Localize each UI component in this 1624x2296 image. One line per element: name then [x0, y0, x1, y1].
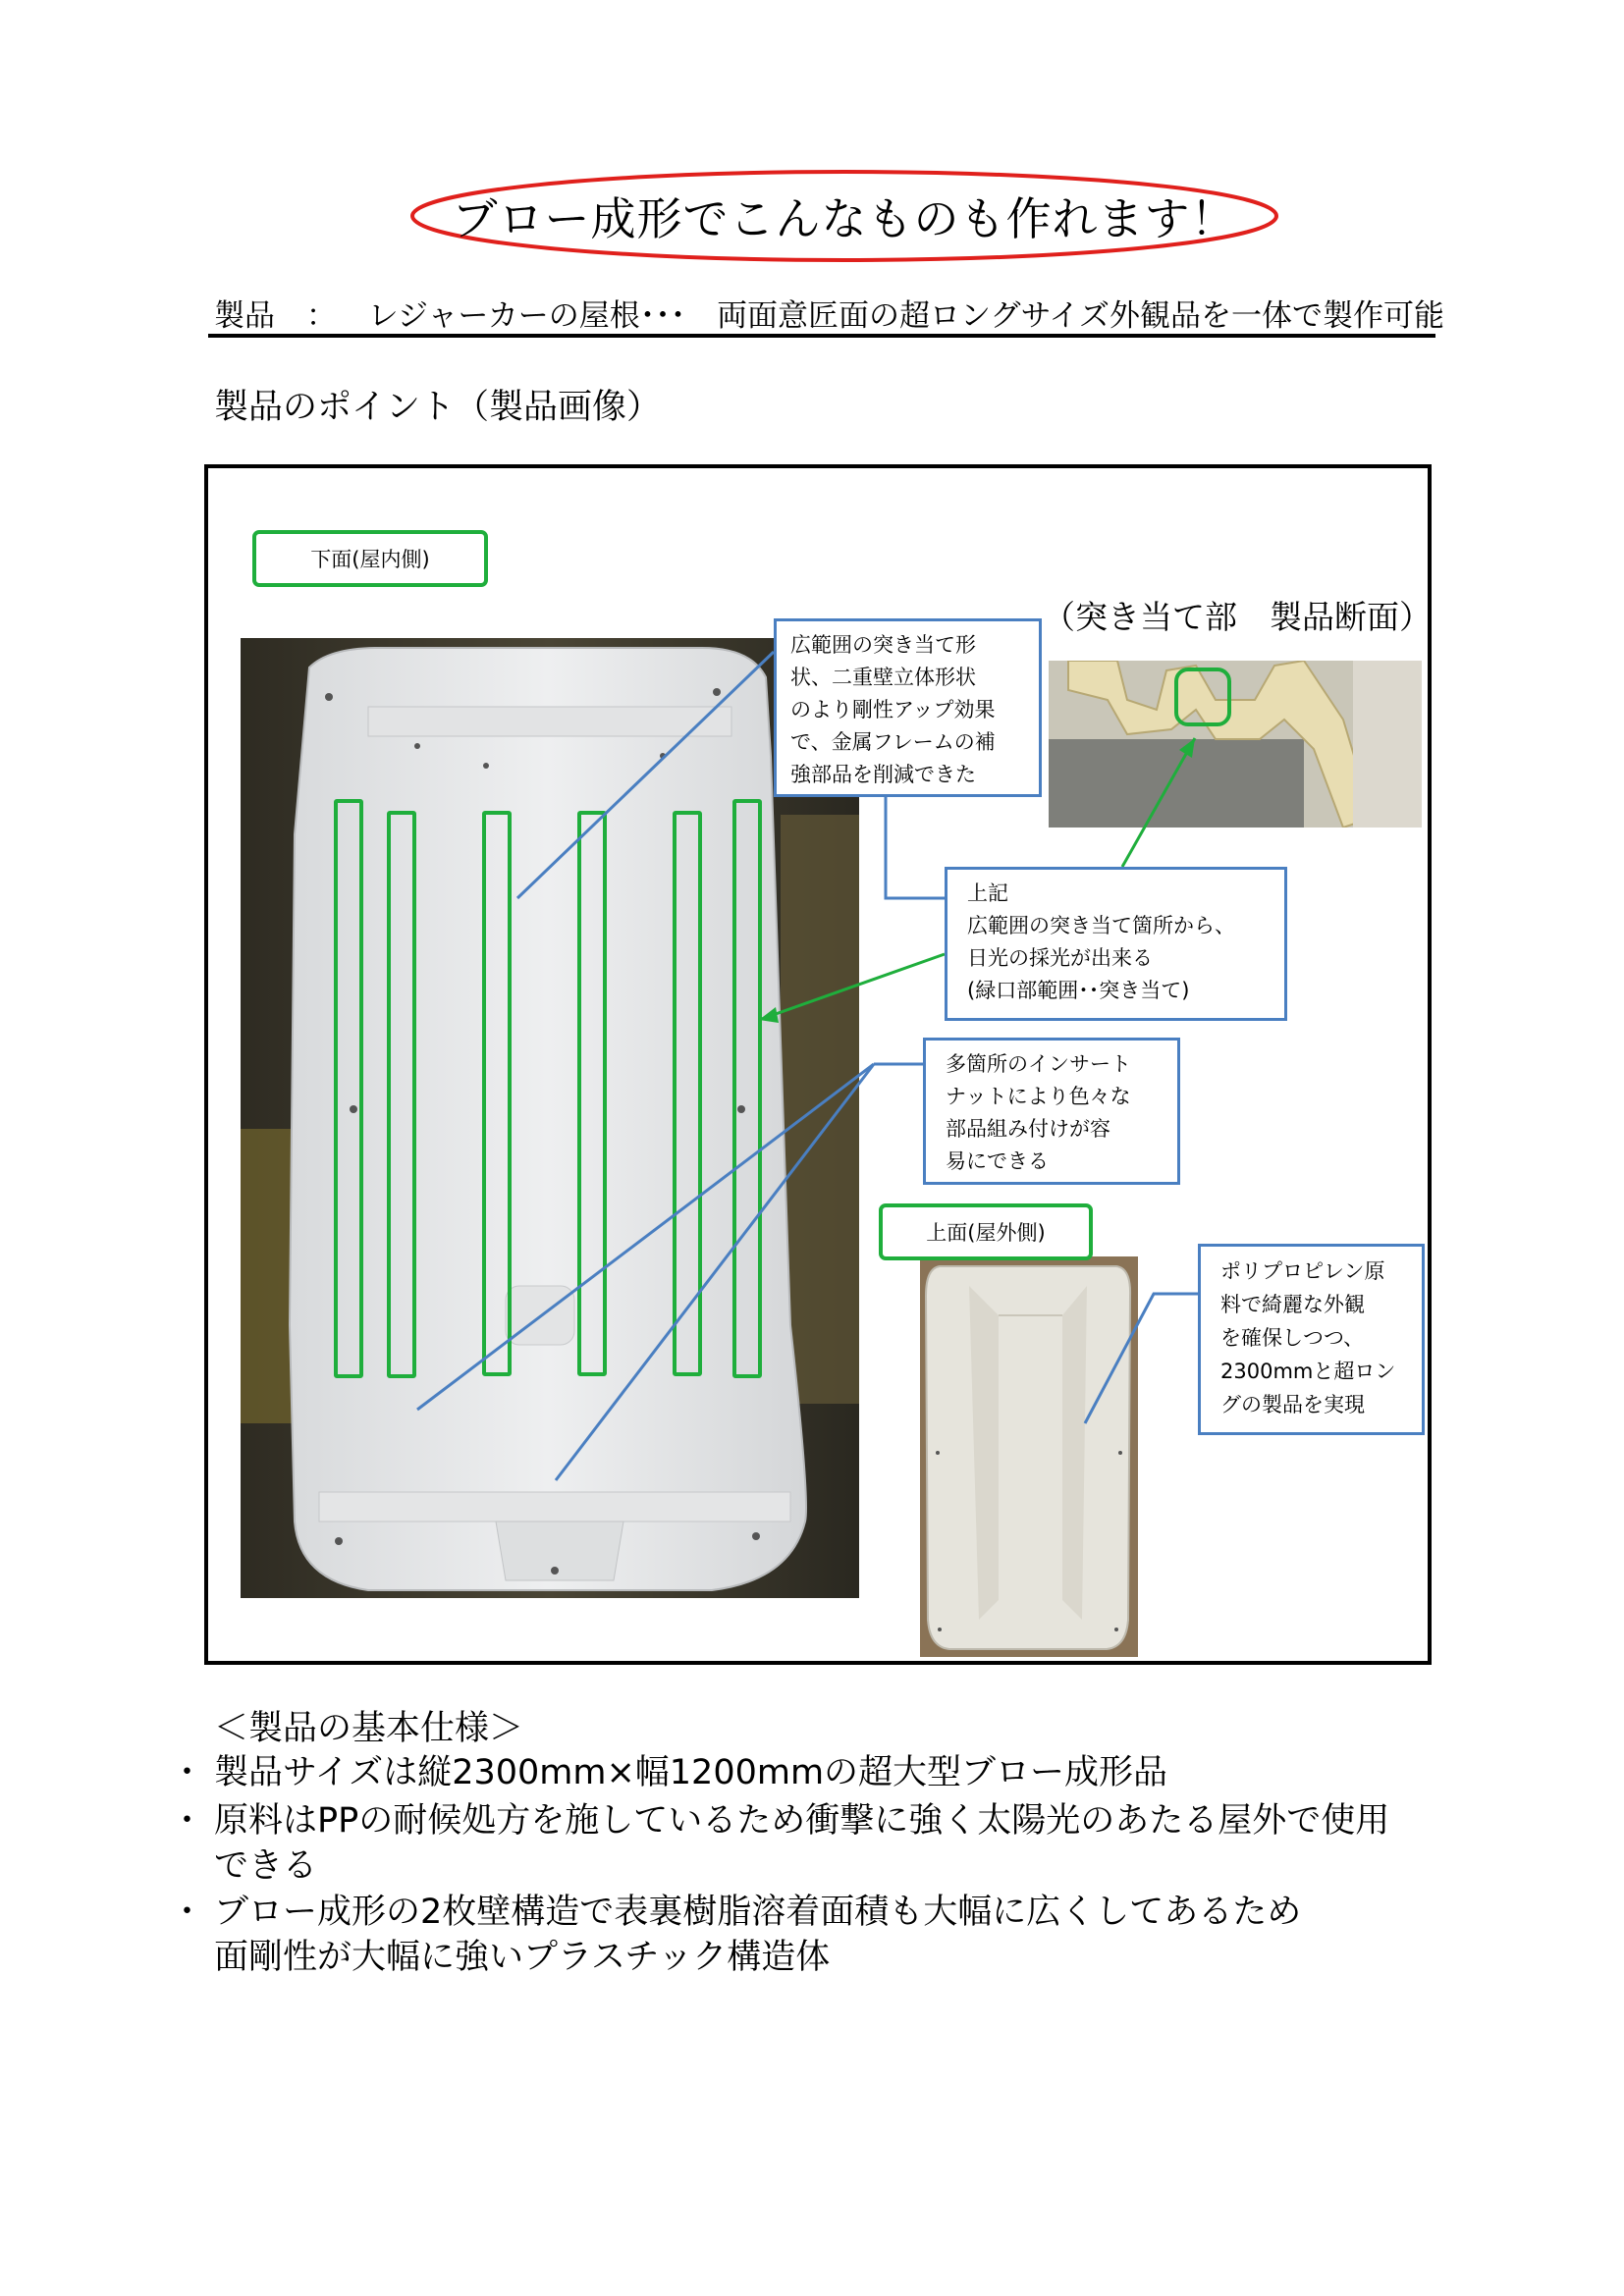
- cross-section-photo: [1049, 661, 1422, 828]
- callout-daylight: [945, 867, 1287, 1021]
- spec-item: [170, 1750, 1168, 1795]
- bullet-icon: ・: [170, 1801, 205, 1841]
- bullet-icon: ・: [170, 1893, 205, 1932]
- product-label: 製品: [214, 298, 275, 334]
- divider-rule: [208, 334, 1435, 338]
- spec-item: [170, 1890, 1302, 1980]
- spec-line: 面剛性が大幅に強いプラスチック構造体: [214, 1938, 831, 1977]
- specs-heading: ＜製品の基本仕様＞: [214, 1709, 524, 1748]
- contact-area-highlight: [673, 811, 702, 1376]
- contact-area-highlight: [577, 811, 607, 1376]
- spec-line: 原料はPPの耐候処方を施しているため衝撃に強く太陽光のあたる屋外で使用: [214, 1801, 1390, 1841]
- callout-line: 多箇所のインサート: [946, 1052, 1131, 1076]
- callout-line: (緑口部範囲･･突き当て): [967, 979, 1190, 1002]
- section-contact-highlight: [1174, 667, 1231, 726]
- spec-line: できる: [214, 1846, 318, 1886]
- callout-line: ナットにより色々な: [946, 1085, 1131, 1108]
- product-separator: ：: [305, 298, 337, 334]
- callout-line: 強部品を削減できた: [790, 763, 976, 786]
- page-title: ブロー成形でこんなものも作れます！: [452, 192, 1237, 245]
- callout-line: 易にできる: [946, 1149, 1049, 1173]
- title-banner: [407, 167, 1281, 265]
- spec-item: [170, 1798, 1390, 1889]
- product-line: [214, 291, 1444, 335]
- contact-area-highlight: [334, 799, 363, 1378]
- callout-line: 広範囲の突き当て箇所から、: [967, 914, 1235, 937]
- callout-insert-nuts: [923, 1038, 1180, 1185]
- points-heading: 製品のポイント（製品画像）: [214, 388, 662, 427]
- upper-face-label: 上面(屋外側): [879, 1203, 1093, 1260]
- spec-line: 製品サイズは縦2300mm×幅1200mmの超大型ブロー成形品: [214, 1753, 1168, 1792]
- callout-polypropylene: [1198, 1244, 1425, 1435]
- lower-face-label: 下面(屋内側): [252, 530, 488, 587]
- callout-line: 上記: [967, 881, 1008, 905]
- contact-area-highlight: [482, 811, 512, 1376]
- callout-line: のより剛性アップ効果: [790, 698, 996, 721]
- product-name: レジャーカーの屋根･･･: [367, 298, 686, 334]
- callout-line: 広範囲の突き当て形: [790, 633, 976, 657]
- callout-line: 状、二重壁立体形状: [790, 666, 976, 689]
- contact-area-highlight: [732, 799, 762, 1378]
- callout-line: グの製品を実現: [1220, 1393, 1365, 1416]
- callout-rigidity: [774, 618, 1042, 797]
- bullet-icon: ・: [170, 1753, 205, 1792]
- section-caption: （突き当て部 製品断面）: [1043, 598, 1432, 636]
- product-description: 両面意匠面の超ロングサイズ外観品を一体で製作可能: [717, 298, 1444, 334]
- spec-line: ブロー成形の2枚壁構造で表裏樹脂溶着面積も大幅に広くしてあるため: [214, 1893, 1302, 1932]
- callout-line: で、金属フレームの補: [790, 730, 996, 754]
- callout-line: 2300mmと超ロン: [1220, 1360, 1396, 1383]
- callout-line: 部品組み付けが容: [946, 1117, 1110, 1141]
- callout-line: ポリプロピレン原: [1220, 1259, 1385, 1283]
- contact-area-highlight: [387, 811, 416, 1378]
- upper-face-photo: [920, 1256, 1138, 1657]
- callout-line: 日光の採光が出来る: [967, 946, 1153, 970]
- callout-line: 料で綺麗な外観: [1220, 1293, 1365, 1316]
- callout-line: を確保しつつ、: [1220, 1326, 1365, 1350]
